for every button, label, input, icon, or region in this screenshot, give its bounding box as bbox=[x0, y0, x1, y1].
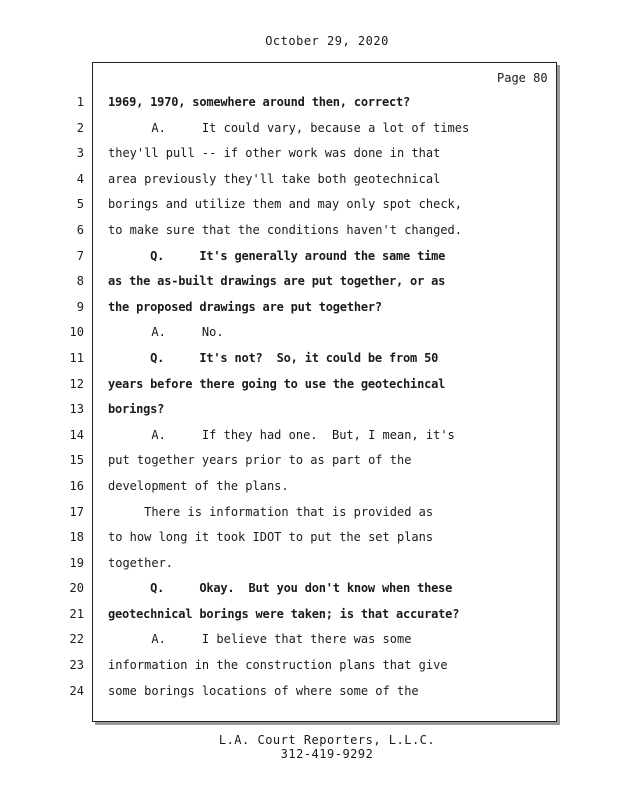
line-number: 1 bbox=[76, 95, 84, 109]
transcript-line: as the as-built drawings are put together, or as bbox=[108, 274, 446, 289]
page-number: Page 80 bbox=[497, 71, 548, 85]
transcript-line: the proposed drawings are put together? bbox=[108, 299, 382, 314]
transcript-line: to make sure that the conditions haven't changed. bbox=[108, 222, 463, 237]
transcript-line: together. bbox=[108, 555, 174, 570]
footer bbox=[0, 733, 618, 761]
transcript-line: 1969, 1970, somewhere around then, correct? bbox=[108, 95, 411, 109]
transcript-line: A. It could vary, because a lot of times bbox=[108, 120, 470, 135]
header-date: October 29, 2020 bbox=[265, 34, 389, 48]
line-number: 22 bbox=[69, 632, 84, 647]
line-number: 17 bbox=[69, 504, 84, 519]
line-number: 4 bbox=[76, 171, 84, 186]
transcript-line: area previously they'll take both geotechnical bbox=[108, 171, 441, 186]
footer-company: L.A. Court Reporters, L.L.C. bbox=[218, 733, 436, 747]
line-number: 8 bbox=[76, 274, 84, 289]
line-number: 21 bbox=[69, 606, 84, 621]
line-number: 11 bbox=[69, 350, 84, 365]
transcript-line: A. I believe that there was some bbox=[108, 632, 412, 647]
transcript-line: put together years prior to as part of the bbox=[108, 453, 412, 468]
line-number: 19 bbox=[69, 555, 84, 570]
line-number: 7 bbox=[76, 248, 84, 263]
transcript-line: years before there going to use the geotechincal bbox=[108, 376, 446, 391]
line-number: 6 bbox=[76, 222, 84, 237]
line-number: 15 bbox=[69, 453, 84, 468]
line-number: 2 bbox=[76, 120, 84, 135]
transcript-line: information in the construction plans that give bbox=[108, 658, 448, 673]
line-number: 16 bbox=[69, 478, 84, 493]
transcript-line: geotechnical borings were taken; is that accurate? bbox=[108, 606, 460, 621]
line-number: 12 bbox=[69, 376, 84, 391]
line-number: 14 bbox=[69, 427, 84, 442]
transcript-line: Q. It's generally around the same time bbox=[108, 248, 446, 263]
transcript-line: development of the plans. bbox=[108, 478, 289, 493]
transcript-line: borings and utilize them and may only spot check, bbox=[108, 197, 463, 212]
line-number: 9 bbox=[76, 299, 84, 314]
transcript-line: Q. Okay. But you don't know when these bbox=[108, 581, 453, 596]
line-number: 13 bbox=[69, 402, 84, 417]
line-number: 23 bbox=[69, 658, 84, 673]
line-number: 24 bbox=[69, 683, 84, 698]
transcript-line: Q. It's not? So, it could be from 50 bbox=[108, 350, 439, 365]
transcript-line: A. If they had one. But, I mean, it's bbox=[108, 427, 455, 442]
transcript-line: There is information that is provided as bbox=[108, 504, 434, 519]
transcript-line: A. No. bbox=[108, 325, 224, 340]
transcript-line: they'll pull -- if other work was done in that bbox=[108, 146, 441, 161]
transcript-line: some borings locations of where some of the bbox=[108, 683, 419, 698]
line-number: 10 bbox=[69, 325, 84, 340]
transcript-line: borings? bbox=[108, 402, 165, 417]
line-number: 3 bbox=[76, 146, 84, 161]
line-number-column bbox=[60, 90, 84, 704]
transcript-line: to how long it took IDOT to put the set plans bbox=[108, 530, 434, 545]
footer-phone: 312-419-9292 bbox=[280, 747, 374, 761]
line-number: 20 bbox=[69, 581, 84, 596]
line-number: 18 bbox=[69, 530, 84, 545]
line-number: 5 bbox=[76, 197, 84, 212]
transcript-body bbox=[108, 90, 548, 704]
